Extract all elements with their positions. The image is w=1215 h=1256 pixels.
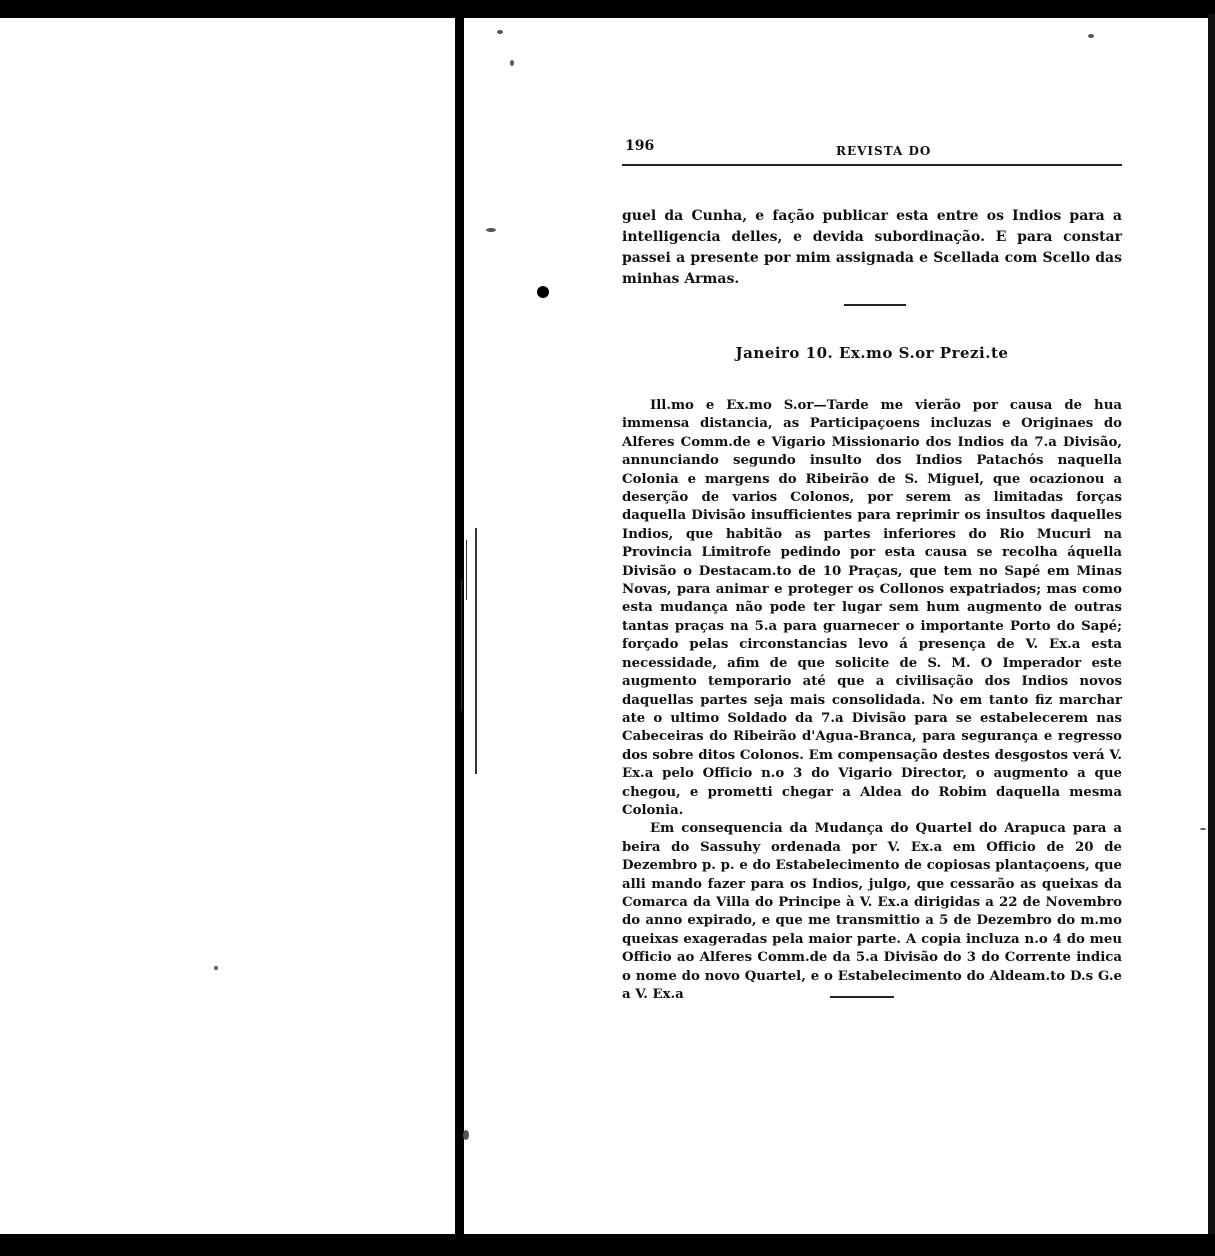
scan-speck [214, 966, 218, 970]
page-number: 196 [625, 138, 655, 154]
scan-speck [1088, 34, 1094, 38]
end-rule [830, 996, 894, 998]
scan-speck [1200, 828, 1206, 830]
running-title: REVISTA DO [836, 144, 932, 158]
body-paragraph: Em consequencia da Mudança do Quartel do Arapuca para a beira do Sassuhy ordenada por V. Ex.a em Officio de 20 de Dezembro p. p. e do Estabelecimento de copiosas plantaçoens, que alli mando fazer para os Indios, julgo, que cessarão as queixas da Comarca da Villa do Principe à V. Ex.a dirigidas a 22 de Novembro do anno expirado, e que me transmittio a 5 de Dezembro do m.mo queixas exageradas pela maior parte. A copia incluza n.o 4 do meu Officio ao Alferes Comm.de da 5.a Divisão do 3 do Corrente indica o nome do novo Quartel, e o Estabelecimento do Aldeam.to D.s G.e a V. Ex.a [622, 821, 1122, 1002]
running-head [612, 130, 1124, 156]
book-page [612, 130, 1124, 1002]
body-paragraph: Ill.mo e Ex.mo S.or—Tarde me vierão por causa de hua immensa distancia, as Participaçoens incluzas e Originaes do Alferes Comm.de e Vigario Missionario dos Indios da 7.a Divisão, annunciando segundo insulto dos Indios Patachós naquella Colonia e margens do Ribeirão de S. Miguel, que ocazionou a deserção de varios Colonos, por serem as limitadas forças daquella Divisão insufficientes para reprimir os insultos daquelles Indios, que habitão as partes inferiores do Rio Mucuri na Provincia Limitrofe pedindo por esta causa se recolha áquella Divisão o Destacam.to de 10 Praças, que tem no Sapé em Minas Novas, para animar e proteger os Collonos expatriados; mas como esta mudança não pode ter lugar sem hum augmento de outras tantas praças na 5.a para guarnecer o importante Porto do Sapé; forçado pelas circonstancias levo á presença de V. Ex.a esta necessidade, afim de que solicite de S. M. O Imperador este augmento temporario até que a civilisação dos Indios novos daquellas partes seja mais consolidada. No em tanto fiz marchar ate o ultimo Soldado da 7.a Divisão para se estabelecerem nas Cabeceiras do Ribeirão d'Agua-Branca, para segurança e regresso dos sobre ditos Colonos. Em compensação destes desgostos verá V. Ex.a pelo Officio n.o 3 do Vigario Director, o augmento a que chegou, e prometti chegar a Aldea do Robim daquella mesma Colonia. [622, 398, 1122, 818]
scan-speck [497, 30, 503, 34]
scan-right-border [1208, 14, 1215, 1244]
gutter-mark [466, 540, 467, 600]
letter-heading: Janeiro 10. Ex.mo S.or Prezi.te [735, 344, 1009, 362]
gutter-mark [475, 528, 477, 774]
letter-body [622, 397, 1122, 1004]
header-rule [622, 164, 1122, 166]
ink-blot [537, 286, 549, 298]
continued-paragraph: guel da Cunha, e fação publicar esta entre os Indios para a intelligencia delles, e devida subordinação. E para constar passei a presente por mim assignada e Scellada com Scello das minhas Armas. [622, 208, 1122, 287]
scan-speck [486, 228, 496, 232]
book-spine-shadow [455, 14, 464, 1244]
section-separator [844, 304, 906, 306]
scan-top-border [0, 0, 1215, 18]
scan-speck [510, 60, 514, 66]
scan-speck [463, 1130, 469, 1140]
scan-bottom-border [0, 1234, 1215, 1256]
gutter-mark [461, 580, 462, 710]
